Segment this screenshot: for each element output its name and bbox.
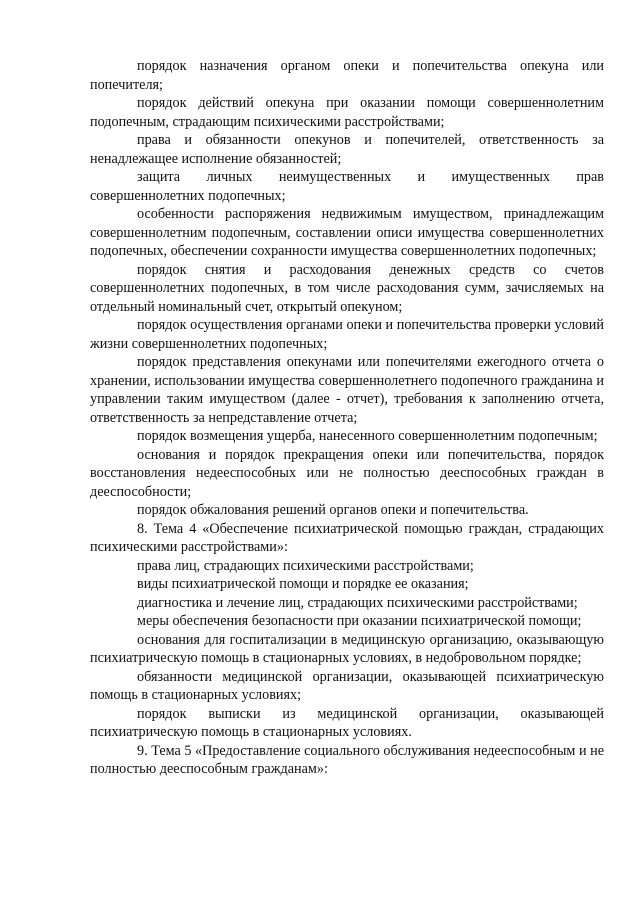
paragraph-hospitalization-grounds: основания для госпитализации в медицинскую организацию, оказывающую психиатрическую помощь в стационарных условиях, в недобровольном порядке; xyxy=(90,631,604,666)
paragraph-protection-rights: защита личных неимущественных и имущественных прав совершеннолетних подопечных; xyxy=(90,169,604,204)
paragraph-real-estate: особенности распоряжения недвижимым имуществом, принадлежащим совершеннолетним подопечным, составлении описи имущества совершеннолетних подопечных, обеспечении сохранности имущества совершеннолетних подопечных; xyxy=(90,206,604,259)
paragraph-organization-duties: обязанности медицинской организации, оказывающей психиатрическую помощь в стационарных условиях; xyxy=(90,668,604,703)
section-heading-topic-4: 8. Тема 4 «Обеспечение психиатрической помощью граждан, страдающих психическими расстройствами»: xyxy=(90,520,604,555)
paragraph-damage-compensation: порядок возмещения ущерба, нанесенного совершеннолетним подопечным; xyxy=(137,428,598,444)
paragraph-guardian-actions: порядок действий опекуна при оказании помощи совершеннолетним подопечным, страдающим психическими расстройствами; xyxy=(90,95,604,130)
paragraph-diagnostics: диагностика и лечение лиц, страдающих психическими расстройствами; xyxy=(137,594,578,611)
paragraph-appeal-decisions: порядок обжалования решений органов опеки и попечительства. xyxy=(137,502,529,518)
document-page xyxy=(90,57,604,779)
paragraph-living-conditions-check: порядок осуществления органами опеки и попечительства проверки условий жизни совершеннолетних подопечных; xyxy=(90,317,604,352)
paragraph-funds-withdrawal: порядок снятия и расходования денежных средств со счетов совершеннолетних подопечных, в том числе расходования сумм, зачисляемых на отдельный номинальный счет, открытый опекуном; xyxy=(90,261,604,315)
paragraph-care-types: виды психиатрической помощи и порядке ее оказания; xyxy=(137,576,469,592)
paragraph-rights-duties: права и обязанности опекунов и попечителей, ответственность за ненадлежащее исполнение обязанностей; xyxy=(90,132,604,167)
paragraph-annual-report: порядок представления опекунами или попечителями ежегодного отчета о хранении, использовании имущества совершеннолетнего подопечного гражданина и управлении таким имуществом (далее - отчет), требования к заполнению отчета, ответственность за непредставление отчета; xyxy=(90,354,604,426)
paragraph-patient-rights: права лиц, страдающих психическими расстройствами; xyxy=(137,557,474,574)
section-heading-topic-5: 9. Тема 5 «Предоставление социального обслуживания недееспособным и не полностью дееспособным гражданам»: xyxy=(90,742,604,777)
paragraph-safety-measures: меры обеспечения безопасности при оказании психиатрической помощи; xyxy=(137,613,582,629)
paragraph-guardianship-termination: основания и порядок прекращения опеки или попечительства, порядок восстановления недееспособных или не полностью дееспособных граждан в дееспособности; xyxy=(90,446,604,500)
paragraph-guardian-appointment: порядок назначения органом опеки и попечительства опекуна или попечителя; xyxy=(90,58,604,93)
paragraph-discharge-procedure: порядок выписки из медицинской организации, оказывающей психиатрическую помощь в стационарных условиях. xyxy=(90,705,604,740)
